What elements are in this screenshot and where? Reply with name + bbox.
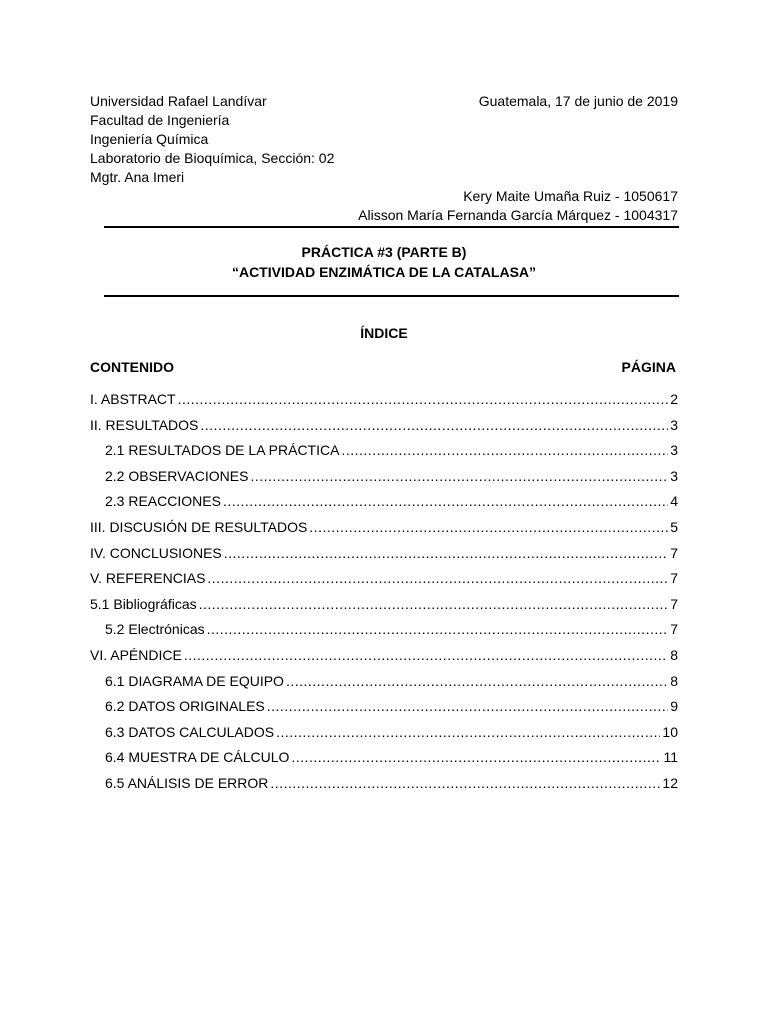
toc-entry bbox=[90, 440, 678, 466]
author-1: Kery Maite Umaña Ruiz - 1050617 bbox=[463, 188, 678, 204]
toc-content-header: CONTENIDO bbox=[90, 359, 174, 375]
toc-entry bbox=[90, 696, 678, 722]
toc-entry bbox=[90, 773, 678, 799]
toc-entry-label: 2.1 RESULTADOS DE LA PRÁCTICA bbox=[105, 442, 340, 459]
lab-section: Laboratorio de Bioquímica, Sección: 02 bbox=[90, 150, 335, 166]
toc-entry bbox=[90, 671, 678, 697]
toc-dot-leader bbox=[286, 671, 668, 691]
toc-entry bbox=[90, 619, 678, 645]
toc-dot-leader bbox=[250, 466, 668, 486]
toc-dot-leader bbox=[199, 594, 669, 614]
toc-entry-label: 6.2 DATOS ORIGINALES bbox=[105, 698, 265, 715]
toc-entry-page: 3 bbox=[670, 416, 678, 433]
toc-entry-label: 5.1 Bibliográficas bbox=[90, 595, 197, 612]
toc-dot-leader bbox=[309, 517, 668, 537]
toc-entry bbox=[90, 747, 678, 773]
toc-dot-leader bbox=[200, 415, 668, 435]
toc-entry-label: III. DISCUSIÓN DE RESULTADOS bbox=[90, 518, 308, 535]
toc-entry bbox=[90, 543, 678, 569]
toc-entry-page: 12 bbox=[662, 774, 678, 791]
toc-dot-leader bbox=[207, 568, 668, 588]
university-name: Universidad Rafael Landívar bbox=[90, 93, 267, 109]
authors-block bbox=[358, 187, 678, 225]
toc-column-headers bbox=[90, 359, 678, 375]
toc-entry-label: V. REFERENCIAS bbox=[90, 570, 206, 587]
toc-dot-leader bbox=[291, 747, 661, 767]
toc-entry-page: 8 bbox=[670, 646, 678, 663]
toc-entry-label: 6.3 DATOS CALCULADOS bbox=[105, 723, 275, 740]
toc-entry-page: 9 bbox=[670, 698, 678, 715]
toc-entry bbox=[90, 645, 678, 671]
toc-dot-leader bbox=[207, 619, 669, 639]
toc-entry-label: 6.4 MUESTRA DE CÁLCULO bbox=[105, 749, 290, 766]
toc-dot-leader bbox=[267, 696, 668, 716]
toc-entry-label: 2.3 REACCIONES bbox=[105, 493, 221, 510]
toc-entry-label: IV. CONCLUSIONES bbox=[90, 544, 222, 561]
table-of-contents bbox=[90, 389, 678, 799]
toc-entry-page: 8 bbox=[670, 672, 678, 689]
toc-entry bbox=[90, 568, 678, 594]
toc-entry-label: II. RESULTADOS bbox=[90, 416, 199, 433]
toc-entry bbox=[90, 517, 678, 543]
faculty-name: Facultad de Ingeniería bbox=[90, 112, 230, 128]
toc-entry bbox=[90, 466, 678, 492]
toc-dot-leader bbox=[178, 389, 669, 409]
toc-entry-page: 2 bbox=[670, 391, 678, 407]
toc-entry-label: 6.1 DIAGRAMA DE EQUIPO bbox=[105, 672, 284, 689]
institution-block bbox=[90, 92, 334, 187]
practice-name: “ACTIVIDAD ENZIMÁTICA DE LA CATALASA” bbox=[231, 264, 537, 280]
toc-entry-page: 3 bbox=[670, 467, 678, 484]
toc-dot-leader bbox=[270, 773, 660, 793]
toc-entry bbox=[90, 594, 678, 620]
toc-entry bbox=[90, 389, 678, 415]
toc-dot-leader bbox=[184, 645, 668, 665]
toc-dot-leader bbox=[276, 722, 660, 742]
toc-entry-page: 10 bbox=[662, 723, 678, 740]
toc-dot-leader bbox=[224, 543, 668, 563]
index-heading: ÍNDICE bbox=[360, 325, 408, 341]
toc-entry-label: I. ABSTRACT bbox=[90, 391, 176, 407]
practice-number: PRÁCTICA #3 (PARTE B) bbox=[301, 244, 467, 260]
title-divider-top bbox=[104, 226, 679, 228]
toc-entry-page: 5 bbox=[670, 518, 678, 535]
toc-entry-page: 7 bbox=[670, 544, 678, 561]
toc-entry-label: 6.5 ANÁLISIS DE ERROR bbox=[105, 774, 269, 791]
title-divider-bottom bbox=[104, 295, 679, 297]
toc-entry-page: 7 bbox=[670, 570, 678, 587]
career-name: Ingeniería Química bbox=[90, 131, 209, 147]
toc-entry bbox=[90, 722, 678, 748]
document-date: Guatemala, 17 de junio de 2019 bbox=[478, 93, 678, 109]
toc-entry-page: 3 bbox=[670, 442, 678, 459]
toc-entry-label: 5.2 Electrónicas bbox=[105, 621, 205, 638]
toc-entry bbox=[90, 491, 678, 517]
author-2: Alisson María Fernanda García Márquez - 1004317 bbox=[358, 207, 678, 223]
toc-entry-page: 11 bbox=[663, 749, 678, 766]
instructor-name: Mgtr. Ana Imeri bbox=[90, 169, 185, 185]
toc-entry-page: 7 bbox=[670, 621, 678, 638]
practice-title bbox=[90, 242, 678, 282]
toc-dot-leader bbox=[223, 491, 668, 511]
toc-entry-page: 4 bbox=[670, 493, 678, 510]
toc-dot-leader bbox=[341, 440, 668, 460]
toc-entry bbox=[90, 415, 678, 441]
toc-entry-page: 7 bbox=[670, 595, 678, 612]
toc-entry-label: VI. APÉNDICE bbox=[90, 646, 182, 663]
toc-page-header: PÁGINA bbox=[621, 359, 676, 375]
toc-entry-label: 2.2 OBSERVACIONES bbox=[105, 467, 249, 484]
